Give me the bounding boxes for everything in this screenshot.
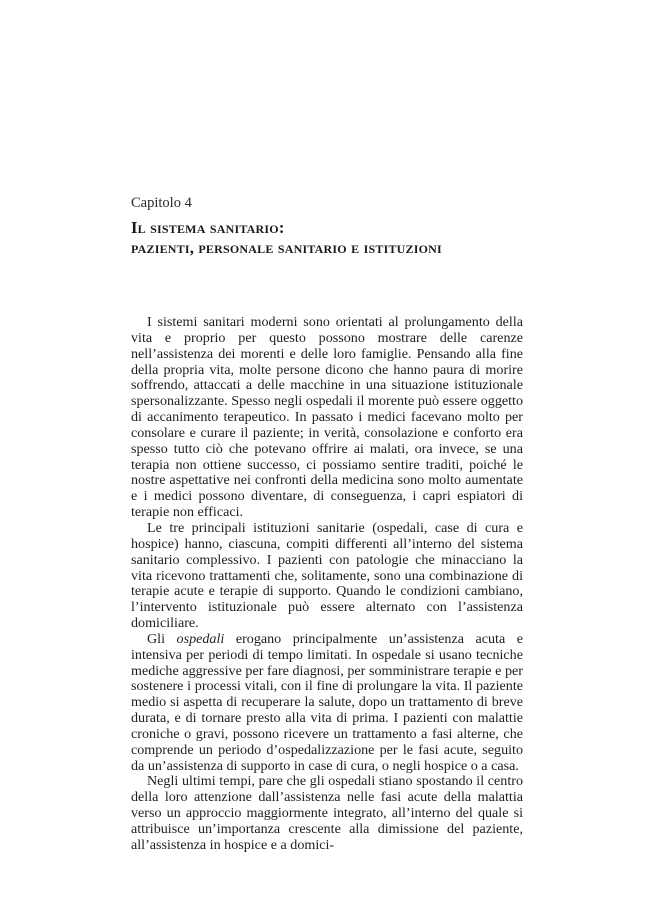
paragraph-3-emphasis: ospedali xyxy=(176,630,225,647)
chapter-label: Capitolo 4 xyxy=(131,195,192,211)
paragraph-1: I sistemi sanitari moderni sono orientati al prolungamento della vita e proprio per questo possono mostrare delle carenze nell’assistenza dei morenti e delle loro famiglie. Pensando alla fine della propria vita, molte persone dicono che hanno paura di morire soffrendo, attaccati a delle macchine in una situazione istituzionale spersonalizzante. Spesso negli ospedali il morente può essere oggetto di accanimento terapeutico. In passato i medici facevano molto per consolare e curare il paziente; in verità, consolazione e conforto era spesso tutto ciò che potevano offrire ai malati, ora invece, se una terapia non ottiene successo, ci possiamo sentire traditi, poiché le nostre aspettative nei confronti della medicina sono molto aumentate e i medici possono diventare, di conseguenza, i capri espiatori di terapie non efficaci. xyxy=(131,314,523,521)
body-text xyxy=(131,315,523,854)
paragraph-2: Le tre principali istituzioni sanitarie (ospedali, case di cura e hospice) hanno, ciascuna, compiti differenti all’interno del sistema sanitario complessivo. I pazienti con patologie che minacciano la vita ricevono trattamenti che, solitamente, sono una combinazione di terapie acute e terapie di supporto. Quando le condizioni cambiano, l’intervento istituzionale può essere alternato con l’assistenza domiciliare. xyxy=(131,519,523,632)
paragraph-4: Negli ultimi tempi, pare che gli ospedali stiano spostando il centro della loro attenzione dall’assistenza nelle fasi acute della malattia verso un approccio maggiormente integrato, all’interno del quale si attribuisce un’importanza crescente alla dimissione del paziente, all’assistenza in hospice e a domici- xyxy=(131,773,523,853)
chapter-title-line2: pazienti, personale sanitario e istituzioni xyxy=(131,238,442,257)
chapter-title xyxy=(131,218,442,258)
paragraph-3 xyxy=(131,632,523,775)
paragraph-3-lead: Gli xyxy=(147,630,177,647)
chapter-title-line1: Il sistema sanitario: xyxy=(131,218,285,237)
paragraph-3-text: erogano principalmente un’assistenza acuta e intensiva per periodi di tempo limitati. In ospedale si usano tecniche mediche aggressive per fare diagnosi, per somministrare terapie e per sostenere i processi vitali, con il fine di prolungare la vita. Il paziente medio si aspetta di recuperare la salute, dopo un trattamento di breve durata, e di tornare presto alla vita di prima. I pazienti con malattie croniche o gravi, possono ricevere un trattamento a fasi alterne, che comprende un periodo d’ospedalizzazione per le fasi acute, seguito da un’assistenza di supporto in case di cura, o negli hospice o a casa. xyxy=(131,630,523,774)
